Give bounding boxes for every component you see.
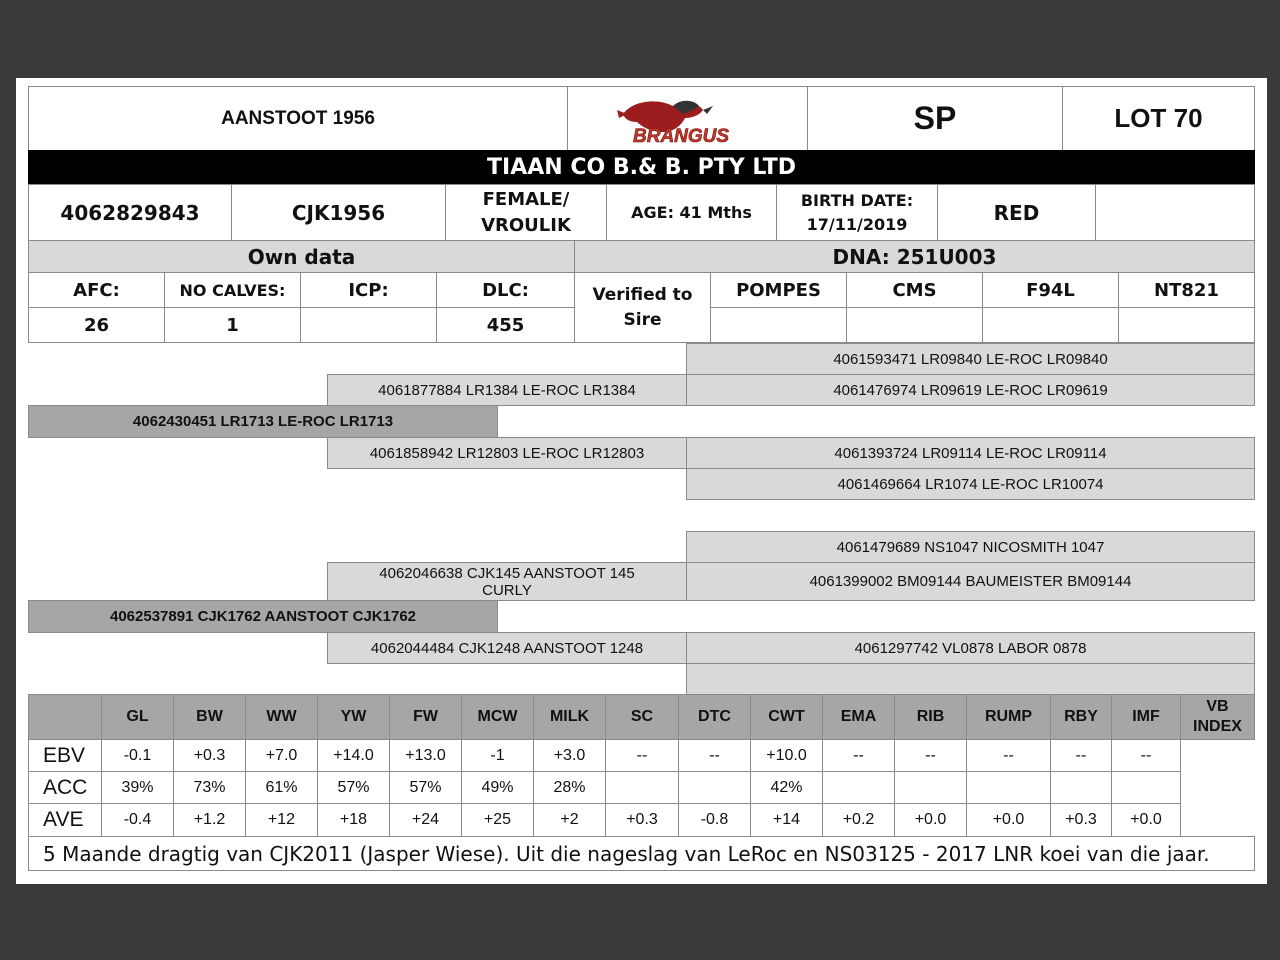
no-calves-label: NO CALVES: bbox=[164, 272, 301, 308]
ebv-col-rby: RBY bbox=[1050, 694, 1112, 740]
ave-cwt: +14 bbox=[750, 803, 823, 837]
ebv-rump: -- bbox=[966, 739, 1051, 772]
acc-ww: 61% bbox=[245, 771, 318, 804]
acc-fw: 57% bbox=[389, 771, 462, 804]
no-calves-value: 1 bbox=[164, 307, 301, 343]
ebv-col-mcw: MCW bbox=[461, 694, 534, 740]
pedigree-dam-sire-dam: 4061399002 BM09144 BAUMEISTER BM09144 bbox=[686, 562, 1255, 601]
dna-test-f94l: F94L bbox=[982, 272, 1119, 308]
ebv-rib: -- bbox=[894, 739, 967, 772]
ave-bw: +1.2 bbox=[173, 803, 246, 837]
pedigree-dam: 4062537891 CJK1762 AANSTOOT CJK1762 bbox=[28, 600, 498, 633]
ave-yw: +18 bbox=[317, 803, 390, 837]
pedigree-sire-dam: 4061858942 LR12803 LE-ROC LR12803 bbox=[327, 437, 687, 469]
ebv-dtc: -- bbox=[678, 739, 751, 772]
pedigree-dam-sire bbox=[327, 562, 687, 601]
pedigree-sire-dam-dam: 4061469664 LR1074 LE-ROC LR10074 bbox=[686, 468, 1255, 500]
dlc-value: 455 bbox=[436, 307, 575, 343]
dna-value-f94l bbox=[982, 307, 1119, 343]
id-number: 4062829843 bbox=[28, 184, 232, 241]
info-extra bbox=[1095, 184, 1255, 241]
dna-test-cms: CMS bbox=[846, 272, 983, 308]
ebv-col-bw: BW bbox=[173, 694, 246, 740]
ebv-col-dtc: DTC bbox=[678, 694, 751, 740]
vb-index-line-1: VB bbox=[1206, 698, 1229, 715]
animal-tag: CJK1956 bbox=[231, 184, 446, 241]
lot-number: LOT 70 bbox=[1062, 86, 1255, 151]
ave-sc: +0.3 bbox=[605, 803, 679, 837]
ebv-col-imf: IMF bbox=[1111, 694, 1181, 740]
vb-index-line-2: INDEX bbox=[1193, 718, 1242, 735]
sex-line-2: VROULIK bbox=[481, 214, 571, 236]
icp-value bbox=[300, 307, 437, 343]
verified-to-sire bbox=[574, 272, 711, 343]
ave-rump: +0.0 bbox=[966, 803, 1051, 837]
acc-rump bbox=[966, 771, 1051, 804]
ebv-ww: +7.0 bbox=[245, 739, 318, 772]
acc-rib bbox=[894, 771, 967, 804]
ebv-mcw: -1 bbox=[461, 739, 534, 772]
own-data-title: Own data bbox=[28, 240, 575, 273]
pedigree-dam-dam-dam bbox=[686, 663, 1255, 695]
acc-mcw: 49% bbox=[461, 771, 534, 804]
ebv-sc: -- bbox=[605, 739, 679, 772]
dna-test-pompes: POMPES bbox=[710, 272, 847, 308]
acc-sc bbox=[605, 771, 679, 804]
pedigree-sire-sire-dam: 4061476974 LR09619 LE-ROC LR09619 bbox=[686, 374, 1255, 406]
ebv-col-rib: RIB bbox=[894, 694, 967, 740]
birth-date-label: BIRTH DATE: bbox=[800, 190, 914, 210]
bull-logo-icon bbox=[603, 92, 773, 146]
acc-dtc bbox=[678, 771, 751, 804]
pedigree-dam-dam-sire: 4061297742 VL0878 LABOR 0878 bbox=[686, 632, 1255, 664]
acc-row-label: ACC bbox=[28, 771, 102, 804]
acc-bw: 73% bbox=[173, 771, 246, 804]
acc-ema bbox=[822, 771, 895, 804]
sex bbox=[445, 184, 607, 241]
pedigree-dam-sire-line-2: CURLY bbox=[482, 581, 532, 599]
ebv-fw: +13.0 bbox=[389, 739, 462, 772]
ebv-ema: -- bbox=[822, 739, 895, 772]
grade: SP bbox=[807, 86, 1063, 151]
ebv-imf: -- bbox=[1111, 739, 1181, 772]
afc-value: 26 bbox=[28, 307, 165, 343]
ebv-gl: -0.1 bbox=[101, 739, 174, 772]
acc-gl: 39% bbox=[101, 771, 174, 804]
ebv-cwt: +10.0 bbox=[750, 739, 823, 772]
animal-name: AANSTOOT 1956 bbox=[28, 86, 568, 151]
verified-line-1: Verified to bbox=[592, 284, 693, 305]
ebv-col-gl: GL bbox=[101, 694, 174, 740]
ave-mcw: +25 bbox=[461, 803, 534, 837]
verified-line-2: Sire bbox=[623, 309, 662, 330]
footer-note: 5 Maande dragtig van CJK2011 (Jasper Wiese). Uit die nageslag van LeRoc en NS03125 - 2017 LNR koei van die jaar. bbox=[28, 836, 1255, 871]
age: AGE: 41 Mths bbox=[606, 184, 777, 241]
ave-ww: +12 bbox=[245, 803, 318, 837]
ave-dtc: -0.8 bbox=[678, 803, 751, 837]
ebv-col-cwt: CWT bbox=[750, 694, 823, 740]
sex-line-1: FEMALE/ bbox=[482, 188, 570, 210]
brangus-logo bbox=[567, 86, 808, 151]
ebv-col-rump: RUMP bbox=[966, 694, 1051, 740]
dlc-label: DLC: bbox=[436, 272, 575, 308]
birth-date bbox=[776, 184, 938, 241]
ebv-yw: +14.0 bbox=[317, 739, 390, 772]
colour: RED bbox=[937, 184, 1096, 241]
ebv-corner bbox=[28, 694, 102, 740]
ebv-rby: -- bbox=[1050, 739, 1112, 772]
dna-title: DNA: 251U003 bbox=[574, 240, 1255, 273]
dna-value-nt821 bbox=[1118, 307, 1255, 343]
ebv-col-ema: EMA bbox=[822, 694, 895, 740]
icp-label: ICP: bbox=[300, 272, 437, 308]
pedigree-sire-dam-sire: 4061393724 LR09114 LE-ROC LR09114 bbox=[686, 437, 1255, 469]
ebv-col-fw: FW bbox=[389, 694, 462, 740]
pedigree-sire: 4062430451 LR1713 LE-ROC LR1713 bbox=[28, 405, 498, 438]
ebv-col-ww: WW bbox=[245, 694, 318, 740]
dna-value-cms bbox=[846, 307, 983, 343]
birth-date-value: 17/11/2019 bbox=[806, 214, 908, 234]
acc-cwt: 42% bbox=[750, 771, 823, 804]
pedigree-dam-sire-line-1: 4062046638 CJK145 AANSTOOT 145 bbox=[379, 564, 635, 582]
acc-milk: 28% bbox=[533, 771, 606, 804]
ave-fw: +24 bbox=[389, 803, 462, 837]
pedigree-dam-sire-sire: 4061479689 NS1047 NICOSMITH 1047 bbox=[686, 531, 1255, 563]
ave-gl: -0.4 bbox=[101, 803, 174, 837]
ave-milk: +2 bbox=[533, 803, 606, 837]
acc-imf bbox=[1111, 771, 1181, 804]
afc-label: AFC: bbox=[28, 272, 165, 308]
ebv-row-label: EBV bbox=[28, 739, 102, 772]
pedigree-sire-sire: 4061877884 LR1384 LE-ROC LR1384 bbox=[327, 374, 687, 406]
svg-text:BRANGUS: BRANGUS bbox=[632, 125, 729, 146]
lot-card bbox=[16, 78, 1267, 884]
ebv-col-vb-index bbox=[1180, 694, 1255, 740]
ave-row-label: AVE bbox=[28, 803, 102, 837]
dna-value-pompes bbox=[710, 307, 847, 343]
ave-ema: +0.2 bbox=[822, 803, 895, 837]
ave-rib: +0.0 bbox=[894, 803, 967, 837]
pedigree-dam-dam: 4062044484 CJK1248 AANSTOOT 1248 bbox=[327, 632, 687, 664]
acc-rby bbox=[1050, 771, 1112, 804]
pedigree-sire-sire-sire: 4061593471 LR09840 LE-ROC LR09840 bbox=[686, 343, 1255, 375]
breeder-banner: TIAAN CO B.& B. PTY LTD bbox=[28, 150, 1255, 184]
ebv-bw: +0.3 bbox=[173, 739, 246, 772]
ebv-col-yw: YW bbox=[317, 694, 390, 740]
ebv-col-milk: MILK bbox=[533, 694, 606, 740]
ebv-milk: +3.0 bbox=[533, 739, 606, 772]
ave-imf: +0.0 bbox=[1111, 803, 1181, 837]
acc-yw: 57% bbox=[317, 771, 390, 804]
ebv-col-sc: SC bbox=[605, 694, 679, 740]
dna-test-nt821: NT821 bbox=[1118, 272, 1255, 308]
ave-rby: +0.3 bbox=[1050, 803, 1112, 837]
